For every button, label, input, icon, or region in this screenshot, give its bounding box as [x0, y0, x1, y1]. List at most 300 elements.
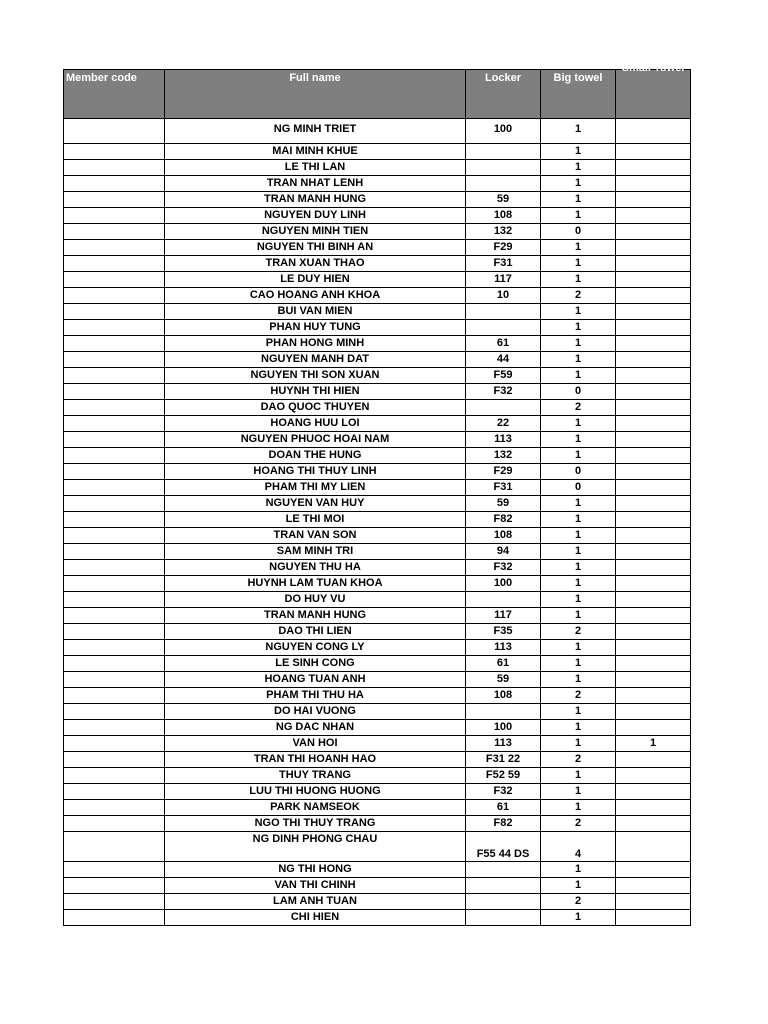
big-towel-cell: 1 — [541, 320, 616, 336]
big-towel-cell: 1 — [541, 512, 616, 528]
member-code-cell — [64, 736, 165, 752]
locker-cell — [466, 910, 541, 926]
table-row — [64, 224, 691, 240]
table-row — [64, 608, 691, 624]
header-row — [64, 70, 691, 119]
big-towel-cell: 1 — [541, 208, 616, 224]
table-row — [64, 304, 691, 320]
small-towel-cell — [616, 640, 691, 656]
locker-cell: F82 — [466, 512, 541, 528]
big-towel-cell: 1 — [541, 704, 616, 720]
full-name-cell: PARK NAMSEOK — [165, 800, 466, 816]
full-name-cell: TRAN THI HOANH HAO — [165, 752, 466, 768]
table-row — [64, 878, 691, 894]
full-name-cell: DAO QUOC THUYEN — [165, 400, 466, 416]
table-row — [64, 368, 691, 384]
big-towel-cell: 1 — [541, 592, 616, 608]
small-towel-cell — [616, 800, 691, 816]
member-code-cell — [64, 320, 165, 336]
small-towel-cell — [616, 160, 691, 176]
full-name-cell: LAM ANH TUAN — [165, 894, 466, 910]
big-towel-cell: 1 — [541, 544, 616, 560]
full-name-cell: PHAM THI MY LIEN — [165, 480, 466, 496]
small-towel-cell — [616, 624, 691, 640]
locker-cell: 59 — [466, 672, 541, 688]
small-towel-cell — [616, 608, 691, 624]
member-code-cell — [64, 800, 165, 816]
small-towel-cell — [616, 878, 691, 894]
full-name-cell: MAI MINH KHUE — [165, 144, 466, 160]
full-name-cell: NGUYEN THI BINH AN — [165, 240, 466, 256]
table-row — [64, 384, 691, 400]
locker-cell: 113 — [466, 432, 541, 448]
small-towel-cell — [616, 448, 691, 464]
member-code-cell — [64, 688, 165, 704]
full-name-cell: LUU THI HUONG HUONG — [165, 784, 466, 800]
full-name-cell: NG MINH TRIET — [165, 119, 466, 144]
locker-cell: 100 — [466, 576, 541, 592]
table-row — [64, 416, 691, 432]
locker-cell: F32 — [466, 784, 541, 800]
small-towel-cell — [616, 672, 691, 688]
locker-cell: 100 — [466, 119, 541, 144]
full-name-cell: LE DUY HIEN — [165, 272, 466, 288]
full-name-cell: DOAN THE HUNG — [165, 448, 466, 464]
locker-cell — [466, 878, 541, 894]
full-name-cell: TRAN VAN SON — [165, 528, 466, 544]
small-towel-cell — [616, 512, 691, 528]
table-row — [64, 288, 691, 304]
member-code-cell — [64, 432, 165, 448]
locker-cell: 61 — [466, 336, 541, 352]
member-code-cell — [64, 624, 165, 640]
small-towel-cell — [616, 704, 691, 720]
table-row — [64, 400, 691, 416]
table-row — [64, 496, 691, 512]
big-towel-cell: 4 — [541, 832, 616, 862]
locker-cell: 94 — [466, 544, 541, 560]
full-name-cell: HOANG TUAN ANH — [165, 672, 466, 688]
locker-cell: 61 — [466, 656, 541, 672]
table-row — [64, 144, 691, 160]
full-name-cell: HUYNH LAM TUAN KHOA — [165, 576, 466, 592]
locker-cell — [466, 144, 541, 160]
member-code-cell — [64, 336, 165, 352]
full-name-cell: PHAN HUY TUNG — [165, 320, 466, 336]
member-code-cell — [64, 416, 165, 432]
full-name-cell: DAO THI LIEN — [165, 624, 466, 640]
small-towel-cell — [616, 910, 691, 926]
full-name-cell: THUY TRANG — [165, 768, 466, 784]
small-towel-cell — [616, 862, 691, 878]
locker-cell: 10 — [466, 288, 541, 304]
big-towel-cell: 2 — [541, 894, 616, 910]
locker-cell — [466, 320, 541, 336]
member-code-cell — [64, 910, 165, 926]
locker-cell: F35 — [466, 624, 541, 640]
member-code-cell — [64, 592, 165, 608]
member-code-cell — [64, 480, 165, 496]
big-towel-cell: 1 — [541, 656, 616, 672]
locker-cell — [466, 894, 541, 910]
full-name-cell: NGUYEN MANH DAT — [165, 352, 466, 368]
full-name-cell: NG DINH PHONG CHAU — [165, 832, 466, 862]
member-code-cell — [64, 656, 165, 672]
small-towel-cell — [616, 832, 691, 862]
big-towel-cell: 0 — [541, 480, 616, 496]
full-name-cell: DO HUY VU — [165, 592, 466, 608]
full-name-cell: PHAM THI THU HA — [165, 688, 466, 704]
locker-cell: 132 — [466, 224, 541, 240]
member-code-cell — [64, 784, 165, 800]
member-code-cell — [64, 816, 165, 832]
small-towel-cell — [616, 560, 691, 576]
table-row — [64, 592, 691, 608]
big-towel-cell: 1 — [541, 144, 616, 160]
big-towel-cell: 2 — [541, 688, 616, 704]
table-row — [64, 656, 691, 672]
table-row — [64, 736, 691, 752]
locker-cell: 132 — [466, 448, 541, 464]
big-towel-cell: 1 — [541, 560, 616, 576]
small-towel-cell — [616, 784, 691, 800]
big-towel-cell: 1 — [541, 432, 616, 448]
full-name-cell: NGUYEN THI SON XUAN — [165, 368, 466, 384]
member-code-cell — [64, 720, 165, 736]
big-towel-cell: 1 — [541, 800, 616, 816]
small-towel-cell — [616, 320, 691, 336]
locker-cell: F52 59 — [466, 768, 541, 784]
locker-cell: 61 — [466, 800, 541, 816]
member-code-cell — [64, 496, 165, 512]
full-name-cell: NG THI HONG — [165, 862, 466, 878]
full-name-cell: NG DAC NHAN — [165, 720, 466, 736]
small-towel-cell — [616, 416, 691, 432]
table-row — [64, 320, 691, 336]
big-towel-cell: 0 — [541, 224, 616, 240]
big-towel-cell: 1 — [541, 640, 616, 656]
big-towel-cell: 1 — [541, 496, 616, 512]
member-code-cell — [64, 672, 165, 688]
member-code-cell — [64, 144, 165, 160]
table-row — [64, 816, 691, 832]
member-code-cell — [64, 176, 165, 192]
small-towel-cell — [616, 400, 691, 416]
member-code-cell — [64, 384, 165, 400]
big-towel-cell: 1 — [541, 528, 616, 544]
table-row — [64, 432, 691, 448]
header-small-towel — [616, 62, 691, 119]
big-towel-cell: 1 — [541, 256, 616, 272]
locker-cell: F32 — [466, 384, 541, 400]
table-row — [64, 752, 691, 768]
small-towel-cell — [616, 224, 691, 240]
full-name-cell: NGUYEN DUY LINH — [165, 208, 466, 224]
big-towel-cell: 0 — [541, 464, 616, 480]
full-name-cell: HOANG THI THUY LINH — [165, 464, 466, 480]
big-towel-cell: 1 — [541, 304, 616, 320]
locker-cell: 100 — [466, 720, 541, 736]
header-locker: Locker — [466, 70, 541, 119]
big-towel-cell: 2 — [541, 816, 616, 832]
full-name-cell: HUYNH THI HIEN — [165, 384, 466, 400]
member-code-cell — [64, 208, 165, 224]
big-towel-cell: 2 — [541, 624, 616, 640]
member-code-cell — [64, 256, 165, 272]
small-towel-cell — [616, 368, 691, 384]
table-row — [64, 240, 691, 256]
big-towel-cell: 1 — [541, 272, 616, 288]
header-member-code: Member code — [64, 70, 165, 119]
full-name-cell: VAN HOI — [165, 736, 466, 752]
member-code-cell — [64, 640, 165, 656]
towel-log-table — [63, 62, 691, 926]
locker-cell: F29 — [466, 464, 541, 480]
table-row — [64, 576, 691, 592]
big-towel-cell: 2 — [541, 752, 616, 768]
locker-cell: F31 22 — [466, 752, 541, 768]
full-name-cell: TRAN MANH HUNG — [165, 608, 466, 624]
small-towel-cell — [616, 304, 691, 320]
big-towel-cell: 1 — [541, 352, 616, 368]
small-towel-cell — [616, 544, 691, 560]
member-code-cell — [64, 119, 165, 144]
small-towel-cell — [616, 384, 691, 400]
full-name-cell: CHI HIEN — [165, 910, 466, 926]
member-code-cell — [64, 304, 165, 320]
big-towel-cell: 2 — [541, 400, 616, 416]
table-row — [64, 480, 691, 496]
member-code-cell — [64, 240, 165, 256]
full-name-cell: LE THI LAN — [165, 160, 466, 176]
small-towel-cell — [616, 352, 691, 368]
table-row — [64, 336, 691, 352]
table-row — [64, 256, 691, 272]
full-name-cell: HOANG HUU LOI — [165, 416, 466, 432]
big-towel-cell: 1 — [541, 240, 616, 256]
member-code-cell — [64, 862, 165, 878]
member-code-cell — [64, 560, 165, 576]
table-row — [64, 464, 691, 480]
small-towel-cell — [616, 256, 691, 272]
small-towel-cell — [616, 336, 691, 352]
header-big-towel: Big towel — [541, 70, 616, 119]
full-name-cell: NGUYEN VAN HUY — [165, 496, 466, 512]
locker-cell: 113 — [466, 736, 541, 752]
full-name-cell: NGUYEN PHUOC HOAI NAM — [165, 432, 466, 448]
locker-cell — [466, 862, 541, 878]
small-towel-cell — [616, 768, 691, 784]
member-code-cell — [64, 544, 165, 560]
big-towel-cell: 1 — [541, 448, 616, 464]
table-row — [64, 688, 691, 704]
member-code-cell — [64, 752, 165, 768]
locker-cell: F31 — [466, 256, 541, 272]
locker-cell: F31 — [466, 480, 541, 496]
table-row — [64, 704, 691, 720]
locker-cell: 22 — [466, 416, 541, 432]
member-code-cell — [64, 368, 165, 384]
big-towel-cell: 1 — [541, 862, 616, 878]
full-name-cell: TRAN XUAN THAO — [165, 256, 466, 272]
small-towel-cell — [616, 432, 691, 448]
big-towel-cell: 1 — [541, 672, 616, 688]
member-code-cell — [64, 160, 165, 176]
locker-cell — [466, 160, 541, 176]
table-row — [64, 800, 691, 816]
locker-cell: 59 — [466, 496, 541, 512]
locker-cell: 108 — [466, 528, 541, 544]
table-row — [64, 208, 691, 224]
table-row — [64, 176, 691, 192]
member-code-cell — [64, 608, 165, 624]
full-name-cell: VAN THI CHINH — [165, 878, 466, 894]
locker-cell: 117 — [466, 272, 541, 288]
table-row — [64, 894, 691, 910]
locker-cell — [466, 400, 541, 416]
table-row — [64, 512, 691, 528]
table-row — [64, 528, 691, 544]
member-code-cell — [64, 448, 165, 464]
member-code-cell — [64, 878, 165, 894]
member-code-cell — [64, 576, 165, 592]
big-towel-cell: 1 — [541, 878, 616, 894]
big-towel-cell: 1 — [541, 368, 616, 384]
small-towel-cell — [616, 272, 691, 288]
full-name-cell: NGUYEN MINH TIEN — [165, 224, 466, 240]
small-towel-cell: 1 — [616, 736, 691, 752]
header-full-name: Full name — [165, 70, 466, 119]
table-row — [64, 640, 691, 656]
member-code-cell — [64, 192, 165, 208]
member-code-cell — [64, 400, 165, 416]
small-towel-cell — [616, 720, 691, 736]
member-code-cell — [64, 768, 165, 784]
full-name-cell: TRAN NHAT LENH — [165, 176, 466, 192]
small-towel-cell — [616, 464, 691, 480]
small-towel-cell — [616, 752, 691, 768]
small-towel-cell — [616, 176, 691, 192]
small-towel-cell — [616, 144, 691, 160]
small-towel-cell — [616, 816, 691, 832]
small-towel-cell — [616, 240, 691, 256]
small-towel-cell — [616, 480, 691, 496]
table-row — [64, 862, 691, 878]
small-towel-cell — [616, 192, 691, 208]
small-towel-cell — [616, 894, 691, 910]
small-towel-cell — [616, 656, 691, 672]
full-name-cell: TRAN MANH HUNG — [165, 192, 466, 208]
small-towel-cell — [616, 208, 691, 224]
full-name-cell: SAM MINH TRI — [165, 544, 466, 560]
member-code-cell — [64, 272, 165, 288]
table-row — [64, 910, 691, 926]
big-towel-cell: 0 — [541, 384, 616, 400]
member-code-cell — [64, 464, 165, 480]
member-code-cell — [64, 224, 165, 240]
full-name-cell: LE THI MOI — [165, 512, 466, 528]
big-towel-cell: 1 — [541, 608, 616, 624]
big-towel-cell: 1 — [541, 768, 616, 784]
full-name-cell: CAO HOANG ANH KHOA — [165, 288, 466, 304]
table-row — [64, 352, 691, 368]
full-name-cell: BUI VAN MIEN — [165, 304, 466, 320]
small-towel-cell — [616, 576, 691, 592]
big-towel-cell: 1 — [541, 910, 616, 926]
big-towel-cell: 1 — [541, 720, 616, 736]
locker-cell — [466, 304, 541, 320]
table-row — [64, 119, 691, 144]
table-row — [64, 768, 691, 784]
big-towel-cell: 1 — [541, 736, 616, 752]
table-row — [64, 672, 691, 688]
locker-cell: F29 — [466, 240, 541, 256]
locker-cell: F55 44 DS — [466, 832, 541, 862]
big-towel-cell: 2 — [541, 288, 616, 304]
big-towel-cell: 1 — [541, 416, 616, 432]
big-towel-cell: 1 — [541, 176, 616, 192]
full-name-cell: NGUYEN THU HA — [165, 560, 466, 576]
small-towel-cell — [616, 496, 691, 512]
small-towel-cell — [616, 688, 691, 704]
locker-cell: 59 — [466, 192, 541, 208]
big-towel-cell: 1 — [541, 192, 616, 208]
locker-cell — [466, 592, 541, 608]
locker-cell: 113 — [466, 640, 541, 656]
table-row — [64, 272, 691, 288]
member-code-cell — [64, 288, 165, 304]
member-code-cell — [64, 512, 165, 528]
full-name-cell: NGO THI THUY TRANG — [165, 816, 466, 832]
member-code-cell — [64, 704, 165, 720]
table-body — [64, 119, 691, 926]
table-row — [64, 720, 691, 736]
small-towel-cell — [616, 119, 691, 144]
locker-cell: 108 — [466, 208, 541, 224]
table-row — [64, 832, 691, 862]
table-row — [64, 160, 691, 176]
big-towel-cell: 1 — [541, 784, 616, 800]
table-row — [64, 560, 691, 576]
locker-cell: F59 — [466, 368, 541, 384]
big-towel-cell: 1 — [541, 576, 616, 592]
full-name-cell: PHAN HONG MINH — [165, 336, 466, 352]
table-row — [64, 192, 691, 208]
header-small-towel-label: Small Towel — [621, 62, 685, 74]
small-towel-cell — [616, 288, 691, 304]
member-code-cell — [64, 528, 165, 544]
small-towel-cell — [616, 592, 691, 608]
big-towel-cell: 1 — [541, 160, 616, 176]
full-name-cell: DO HAI VUONG — [165, 704, 466, 720]
big-towel-cell: 1 — [541, 119, 616, 144]
small-towel-cell — [616, 528, 691, 544]
locker-cell: F32 — [466, 560, 541, 576]
member-code-cell — [64, 832, 165, 862]
locker-cell — [466, 704, 541, 720]
locker-cell: F82 — [466, 816, 541, 832]
locker-cell: 108 — [466, 688, 541, 704]
full-name-cell: NGUYEN CONG LY — [165, 640, 466, 656]
locker-cell — [466, 176, 541, 192]
member-code-cell — [64, 894, 165, 910]
table-row — [64, 784, 691, 800]
locker-cell: 117 — [466, 608, 541, 624]
table-row — [64, 448, 691, 464]
big-towel-cell: 1 — [541, 336, 616, 352]
table-row — [64, 544, 691, 560]
member-code-cell — [64, 352, 165, 368]
